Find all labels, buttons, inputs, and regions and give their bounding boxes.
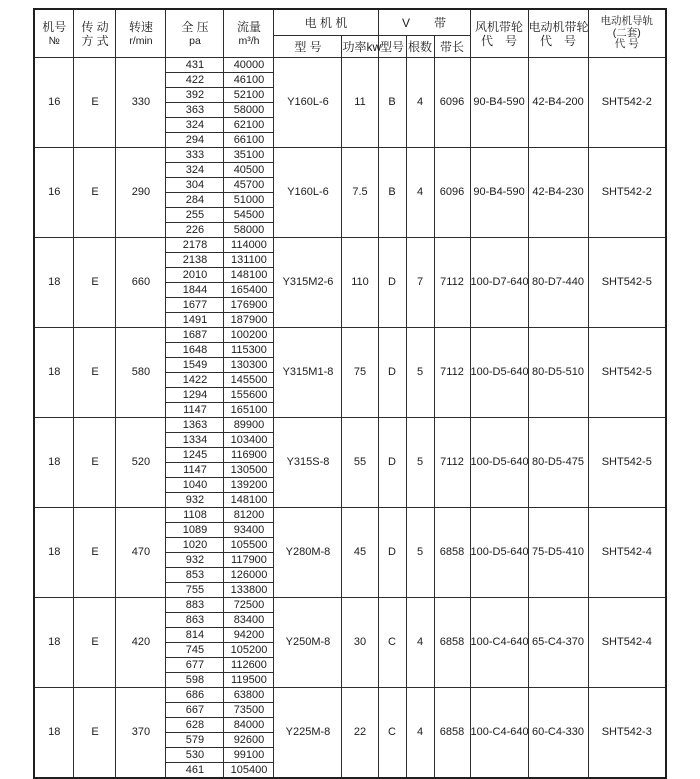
cell-machine-no: 18 [34, 418, 74, 508]
col-header-fan-pulley-line1: 风机带轮 [475, 19, 524, 34]
cell-pressure: 598 [166, 673, 224, 688]
cell-flow: 40500 [224, 163, 274, 178]
cell-pressure: 1844 [166, 283, 224, 298]
cell-motor-pulley: 42-B4-200 [528, 58, 588, 148]
table-row [34, 508, 666, 523]
cell-pressure: 255 [166, 208, 224, 223]
col-header-motor-pulley-line2: 代 号 [540, 33, 577, 48]
cell-rail-code: SHT542-5 [588, 328, 666, 418]
cell-pressure: 1294 [166, 388, 224, 403]
cell-machine-no: 18 [34, 508, 74, 598]
cell-belt-count: 5 [406, 418, 434, 508]
cell-flow: 89900 [224, 418, 274, 433]
col-header-vbelt-length: 带长 [434, 36, 470, 58]
cell-pressure: 392 [166, 88, 224, 103]
cell-fan-pulley: 100-D5-640 [470, 328, 528, 418]
cell-rail-code: SHT542-5 [588, 238, 666, 328]
cell-pressure: 863 [166, 613, 224, 628]
cell-speed: 370 [116, 688, 166, 779]
cell-motor-power: 11 [342, 58, 378, 148]
cell-belt-model: D [378, 418, 406, 508]
cell-rail-code: SHT542-4 [588, 598, 666, 688]
cell-flow: 73500 [224, 703, 274, 718]
cell-belt-length: 6858 [434, 508, 470, 598]
col-header-motor-rail [588, 9, 666, 58]
col-group-vbelt: V 带 [378, 9, 470, 36]
cell-pressure: 304 [166, 178, 224, 193]
cell-flow: 46100 [224, 73, 274, 88]
cell-flow: 165400 [224, 283, 274, 298]
catalog-page [0, 8, 700, 776]
cell-speed: 580 [116, 328, 166, 418]
col-header-motor-model: 型 号 [274, 36, 342, 58]
cell-machine-no: 18 [34, 598, 74, 688]
cell-motor-power: 22 [342, 688, 378, 779]
cell-drive-mode: E [74, 418, 116, 508]
table-row [34, 598, 666, 613]
cell-flow: 94200 [224, 628, 274, 643]
cell-flow: 105500 [224, 538, 274, 553]
cell-flow: 148100 [224, 268, 274, 283]
cell-flow: 51000 [224, 193, 274, 208]
col-header-machine-no [34, 9, 74, 58]
spec-table-body [34, 58, 666, 779]
col-header-vbelt-count: 根数 [406, 36, 434, 58]
cell-pressure: 1491 [166, 313, 224, 328]
cell-motor-power: 55 [342, 418, 378, 508]
cell-drive-mode: E [74, 598, 116, 688]
cell-flow: 105200 [224, 643, 274, 658]
cell-pressure: 1040 [166, 478, 224, 493]
cell-pressure: 284 [166, 193, 224, 208]
cell-pressure: 461 [166, 763, 224, 779]
cell-belt-length: 7112 [434, 418, 470, 508]
cell-flow: 148100 [224, 493, 274, 508]
cell-flow: 52100 [224, 88, 274, 103]
cell-flow: 131100 [224, 253, 274, 268]
col-header-flow-unit: m³/h [238, 34, 260, 47]
cell-motor-pulley: 80-D5-510 [528, 328, 588, 418]
col-header-motor-pulley [528, 9, 588, 58]
cell-pressure: 1147 [166, 403, 224, 418]
cell-motor-power: 75 [342, 328, 378, 418]
cell-speed: 520 [116, 418, 166, 508]
cell-pressure: 1108 [166, 508, 224, 523]
cell-flow: 187900 [224, 313, 274, 328]
cell-belt-count: 5 [406, 508, 434, 598]
cell-belt-length: 6858 [434, 598, 470, 688]
cell-flow: 81200 [224, 508, 274, 523]
cell-belt-count: 4 [406, 598, 434, 688]
cell-fan-pulley: 100-C4-640 [470, 688, 528, 779]
cell-motor-model: Y160L-6 [274, 58, 342, 148]
cell-drive-mode: E [74, 238, 116, 328]
cell-pressure: 530 [166, 748, 224, 763]
cell-motor-model: Y160L-6 [274, 148, 342, 238]
cell-flow: 165100 [224, 403, 274, 418]
cell-pressure: 686 [166, 688, 224, 703]
cell-flow: 63800 [224, 688, 274, 703]
col-header-fan-pulley-line2: 代 号 [481, 33, 518, 48]
col-header-pressure [166, 9, 224, 58]
cell-belt-model: D [378, 328, 406, 418]
cell-motor-pulley: 65-C4-370 [528, 598, 588, 688]
cell-pressure: 932 [166, 493, 224, 508]
col-header-drive-line2: 方 式 [81, 33, 109, 48]
cell-pressure: 1687 [166, 328, 224, 343]
cell-flow: 126000 [224, 568, 274, 583]
cell-pressure: 2178 [166, 238, 224, 253]
col-header-pressure-unit: pa [189, 34, 201, 47]
cell-fan-pulley: 100-D5-640 [470, 418, 528, 508]
col-header-machine-no-unit: № [48, 34, 60, 47]
cell-drive-mode: E [74, 148, 116, 238]
cell-flow: 130300 [224, 358, 274, 373]
cell-pressure: 1147 [166, 463, 224, 478]
spec-table-header [34, 9, 666, 58]
cell-belt-model: C [378, 688, 406, 779]
cell-pressure: 2138 [166, 253, 224, 268]
cell-belt-count: 4 [406, 58, 434, 148]
cell-flow: 83400 [224, 613, 274, 628]
cell-flow: 72500 [224, 598, 274, 613]
cell-motor-pulley: 60-C4-330 [528, 688, 588, 779]
cell-motor-power: 110 [342, 238, 378, 328]
cell-motor-pulley: 42-B4-230 [528, 148, 588, 238]
header-row-1 [34, 9, 666, 36]
cell-belt-length: 6858 [434, 688, 470, 779]
cell-belt-length: 7112 [434, 328, 470, 418]
cell-pressure: 932 [166, 553, 224, 568]
cell-pressure: 853 [166, 568, 224, 583]
col-header-flow-label: 流量 [236, 19, 261, 34]
cell-machine-no: 18 [34, 238, 74, 328]
cell-flow: 35100 [224, 148, 274, 163]
cell-flow: 58000 [224, 103, 274, 118]
col-header-motor-pulley-line1: 电动机带轮 [528, 19, 589, 34]
cell-pressure: 1648 [166, 343, 224, 358]
cell-flow: 114000 [224, 238, 274, 253]
cell-speed: 290 [116, 148, 166, 238]
cell-flow: 40000 [224, 58, 274, 73]
cell-belt-length: 7112 [434, 238, 470, 328]
cell-motor-pulley: 75-D5-410 [528, 508, 588, 598]
cell-belt-model: D [378, 508, 406, 598]
cell-pressure: 883 [166, 598, 224, 613]
cell-flow: 54500 [224, 208, 274, 223]
cell-belt-count: 4 [406, 148, 434, 238]
cell-motor-pulley: 80-D7-440 [528, 238, 588, 328]
cell-flow: 155600 [224, 388, 274, 403]
cell-rail-code: SHT542-5 [588, 418, 666, 508]
cell-belt-length: 6096 [434, 148, 470, 238]
cell-motor-power: 7.5 [342, 148, 378, 238]
table-row [34, 148, 666, 163]
cell-fan-pulley: 90-B4-590 [470, 58, 528, 148]
cell-pressure: 1549 [166, 358, 224, 373]
cell-flow: 45700 [224, 178, 274, 193]
spec-table [33, 8, 667, 779]
cell-pressure: 1334 [166, 433, 224, 448]
cell-pressure: 1677 [166, 298, 224, 313]
cell-fan-pulley: 100-D7-640 [470, 238, 528, 328]
cell-motor-pulley: 80-D5-475 [528, 418, 588, 508]
cell-drive-mode: E [74, 508, 116, 598]
cell-drive-mode: E [74, 688, 116, 779]
cell-pressure: 333 [166, 148, 224, 163]
cell-flow: 66100 [224, 133, 274, 148]
cell-rail-code: SHT542-4 [588, 508, 666, 598]
col-header-vbelt-model: 型号 [378, 36, 406, 58]
cell-pressure: 1020 [166, 538, 224, 553]
cell-rail-code: SHT542-2 [588, 58, 666, 148]
cell-flow: 112600 [224, 658, 274, 673]
cell-motor-power: 45 [342, 508, 378, 598]
table-row [34, 688, 666, 703]
cell-pressure: 1363 [166, 418, 224, 433]
cell-pressure: 1089 [166, 523, 224, 538]
cell-flow: 130500 [224, 463, 274, 478]
cell-pressure: 1422 [166, 373, 224, 388]
cell-belt-model: D [378, 238, 406, 328]
cell-drive-mode: E [74, 58, 116, 148]
col-header-drive-mode [74, 9, 116, 58]
col-group-motor: 电 机 机 [274, 9, 378, 36]
col-header-pressure-label: 全 压 [181, 19, 209, 34]
col-header-motor-rail-line2: (二套) [612, 26, 641, 39]
cell-pressure: 363 [166, 103, 224, 118]
cell-motor-model: Y315M1-8 [274, 328, 342, 418]
cell-motor-model: Y280M-8 [274, 508, 342, 598]
cell-pressure: 226 [166, 223, 224, 238]
cell-speed: 330 [116, 58, 166, 148]
cell-speed: 420 [116, 598, 166, 688]
cell-drive-mode: E [74, 328, 116, 418]
col-header-speed-unit: r/min [129, 34, 153, 47]
cell-motor-model: Y315S-8 [274, 418, 342, 508]
cell-flow: 62100 [224, 118, 274, 133]
col-header-motor-power: 功率kw [342, 36, 378, 58]
cell-belt-count: 7 [406, 238, 434, 328]
table-row [34, 58, 666, 73]
cell-pressure: 324 [166, 163, 224, 178]
cell-machine-no: 18 [34, 328, 74, 418]
cell-rail-code: SHT542-2 [588, 148, 666, 238]
cell-belt-model: C [378, 598, 406, 688]
cell-pressure: 579 [166, 733, 224, 748]
cell-flow: 93400 [224, 523, 274, 538]
cell-flow: 100200 [224, 328, 274, 343]
cell-machine-no: 16 [34, 58, 74, 148]
cell-flow: 139200 [224, 478, 274, 493]
cell-belt-model: B [378, 148, 406, 238]
cell-belt-model: B [378, 58, 406, 148]
cell-pressure: 628 [166, 718, 224, 733]
col-header-speed-label: 转速 [128, 19, 153, 34]
col-header-machine-no-label: 机号 [42, 19, 67, 34]
table-row [34, 418, 666, 433]
cell-flow: 58000 [224, 223, 274, 238]
cell-motor-model: Y225M-8 [274, 688, 342, 779]
cell-belt-length: 6096 [434, 58, 470, 148]
cell-belt-count: 5 [406, 328, 434, 418]
cell-motor-power: 30 [342, 598, 378, 688]
cell-flow: 115300 [224, 343, 274, 358]
cell-flow: 117900 [224, 553, 274, 568]
cell-pressure: 814 [166, 628, 224, 643]
cell-pressure: 422 [166, 73, 224, 88]
cell-pressure: 1245 [166, 448, 224, 463]
col-header-drive-line1: 传 动 [81, 19, 109, 34]
cell-flow: 145500 [224, 373, 274, 388]
cell-motor-model: Y250M-8 [274, 598, 342, 688]
cell-pressure: 324 [166, 118, 224, 133]
cell-pressure: 2010 [166, 268, 224, 283]
cell-pressure: 745 [166, 643, 224, 658]
cell-pressure: 755 [166, 583, 224, 598]
col-header-fan-pulley [470, 9, 528, 58]
cell-pressure: 294 [166, 133, 224, 148]
col-header-flow [224, 9, 274, 58]
cell-flow: 84000 [224, 718, 274, 733]
cell-fan-pulley: 100-C4-640 [470, 598, 528, 688]
cell-pressure: 677 [166, 658, 224, 673]
cell-flow: 133800 [224, 583, 274, 598]
cell-machine-no: 16 [34, 148, 74, 238]
cell-flow: 176900 [224, 298, 274, 313]
cell-flow: 105400 [224, 763, 274, 779]
cell-pressure: 667 [166, 703, 224, 718]
cell-motor-model: Y315M2-6 [274, 238, 342, 328]
cell-machine-no: 18 [34, 688, 74, 779]
cell-fan-pulley: 90-B4-590 [470, 148, 528, 238]
cell-flow: 92600 [224, 733, 274, 748]
cell-belt-count: 4 [406, 688, 434, 779]
cell-flow: 116900 [224, 448, 274, 463]
cell-fan-pulley: 100-D5-640 [470, 508, 528, 598]
col-header-motor-rail-line3: 代 号 [614, 38, 639, 51]
cell-speed: 660 [116, 238, 166, 328]
col-header-speed [116, 9, 166, 58]
cell-speed: 470 [116, 508, 166, 598]
cell-flow: 99100 [224, 748, 274, 763]
cell-rail-code: SHT542-3 [588, 688, 666, 779]
table-row [34, 238, 666, 253]
cell-pressure: 431 [166, 58, 224, 73]
table-row [34, 328, 666, 343]
col-header-motor-rail-line1: 电动机导轨 [600, 15, 654, 28]
cell-flow: 103400 [224, 433, 274, 448]
cell-flow: 119500 [224, 673, 274, 688]
